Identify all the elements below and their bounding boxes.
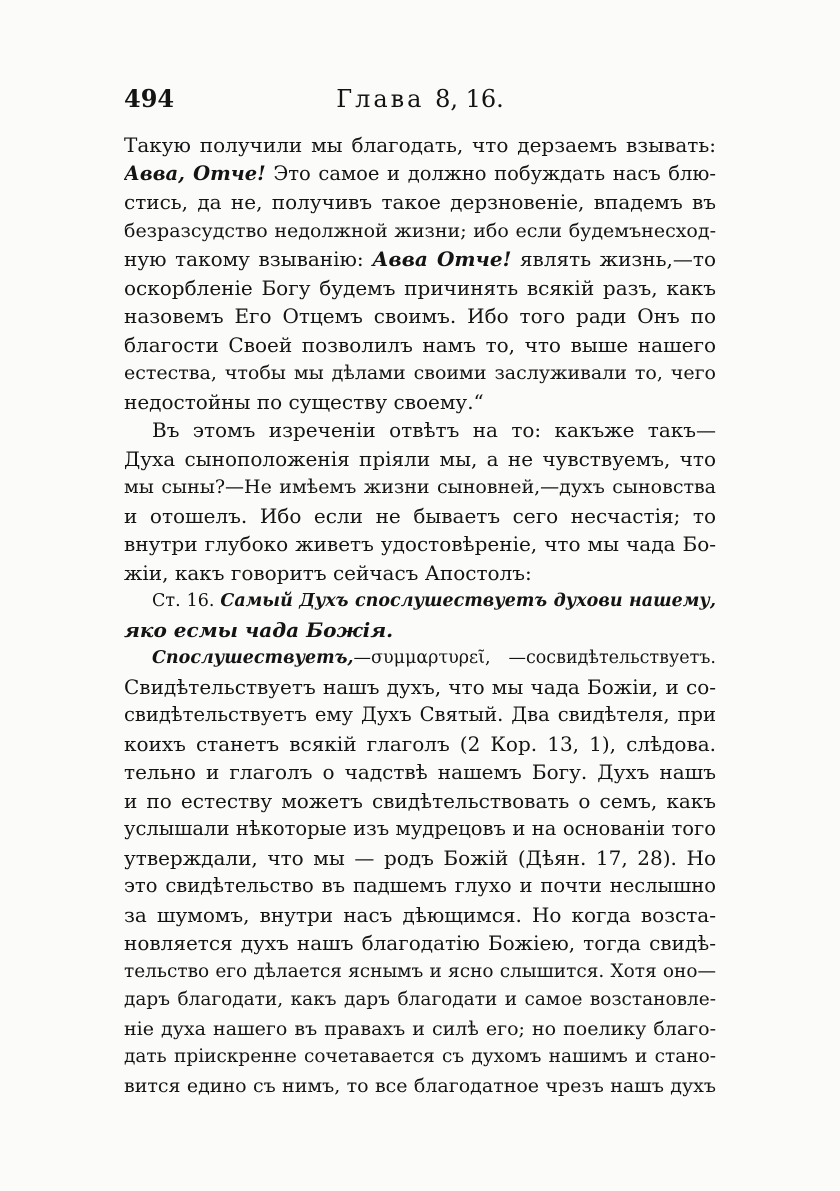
quote-abba-father: Авва Отче! <box>372 247 512 271</box>
text-line <box>124 160 716 189</box>
text-line: недостойны по существу своему.“ <box>124 389 484 414</box>
chapter-word: Глава <box>336 85 425 113</box>
quote-abba-father: Авва, Отче! <box>124 161 266 185</box>
text-line: тельно и глаголъ о чадствѣ нашемъ Богу. Духъ нашъ <box>124 760 716 784</box>
text-line: тельство его дѣлается яснымъ и ясно слышится. Хотя оно— <box>124 960 716 982</box>
text-line: оскорбленіе Богу будемъ причинять всякій разъ, какъ <box>124 275 716 300</box>
text-line: стись, да не, получивъ такое дерзновеніе, впадемъ въ <box>124 190 716 214</box>
text-line: жіи, какъ говоритъ сейчасъ Апостолъ: <box>124 560 532 585</box>
text-line: внутри глубоко живетъ удостовѣреніе, что мы чада Бо- <box>124 532 716 556</box>
page-header <box>124 84 716 118</box>
text-segment: —συμμαρτυρεῖ, —сосвидѣтельствуетъ. <box>353 648 716 668</box>
text-line: безразсудство недолжной жизни; ибо если будемънесход- <box>124 219 716 242</box>
text-line: за шумомъ, внутри насъ дѣющимся. Но когда возста- <box>124 902 716 927</box>
text-line: это свидѣтельство въ падшемъ глухо и почти неслышно <box>124 874 716 897</box>
verse-line <box>124 587 716 616</box>
chapter-reference: 8, 16. <box>435 85 504 113</box>
text-line: утверждали, что мы — родъ Божій (Дѣян. 17, 28). Но <box>124 845 716 870</box>
running-title <box>124 84 716 114</box>
verse-line <box>124 616 716 645</box>
text-line: назовемъ Его Отцемъ своимъ. Ибо того ради Онъ по <box>124 304 716 328</box>
text-line: вится едино съ нимъ, то все благодатное чрезъ нашъ духъ <box>124 1074 716 1097</box>
text-line: услышали нѣкоторые изъ мудрецовъ и на основаніи того <box>124 817 716 840</box>
body-text <box>124 131 716 1100</box>
text-line: Такую получили мы благодать, что дерзаемъ взывать: <box>124 133 716 157</box>
text-segment: ную такому взыванію: <box>124 247 373 271</box>
verse-text: Самый Духъ спослушествуетъ духови нашему, <box>220 591 716 611</box>
headword: Спослушествуетъ, <box>152 648 354 668</box>
text-line: Свидѣтельствуетъ нашъ духъ, что мы чада Божіи, и со- <box>124 674 716 699</box>
text-line: и по естеству можетъ свидѣтельствовать о семъ, какъ <box>124 788 716 813</box>
text-line: новляется духъ нашъ благодатію Божіею, тогда свидѣ- <box>124 931 716 955</box>
text-segment: Это самое и должно побуждать насъ блю- <box>265 161 716 185</box>
text-line: естества, чтобы мы дѣлами своими заслуживали то, чего <box>124 362 716 384</box>
text-line: и отошелъ. Ибо если не бываетъ сего несчастія; то <box>124 503 716 528</box>
text-line: коихъ станетъ всякій глаголъ (2 Кор. 13, 1), слѣдова. <box>124 731 716 756</box>
text-line <box>124 644 716 673</box>
text-line: мы сыны?—Не имѣемъ жизни сыновней,—духъ сыновства <box>124 476 716 498</box>
text-line: ніе духа нашего въ правахъ и силѣ его; но поелику благо- <box>124 1017 716 1040</box>
text-segment: являть жизнь,—то <box>511 247 716 271</box>
text-line: свидѣтельствуетъ ему Духъ Святый. Два свидѣтеля, при <box>124 703 716 726</box>
text-line: благости Своей позволилъ намъ то, что выше нашего <box>124 332 716 357</box>
text-line <box>124 245 716 274</box>
text-line: даръ благодати, какъ даръ благодати и самое возстановле- <box>124 989 716 1010</box>
text-line: дать пріискренне сочетавается съ духомъ нашимъ и стано- <box>124 1046 716 1067</box>
verse-number: Ст. 16. <box>152 591 221 611</box>
text-line: Въ этомъ изреченіи отвѣтъ на то: какъже такъ— <box>152 418 716 442</box>
text-line: Духа сыноположенія пріяли мы, а не чувствуемъ, что <box>124 446 716 471</box>
page-number: 494 <box>124 84 175 113</box>
verse-text: яко есмы чада Божія. <box>124 617 394 642</box>
